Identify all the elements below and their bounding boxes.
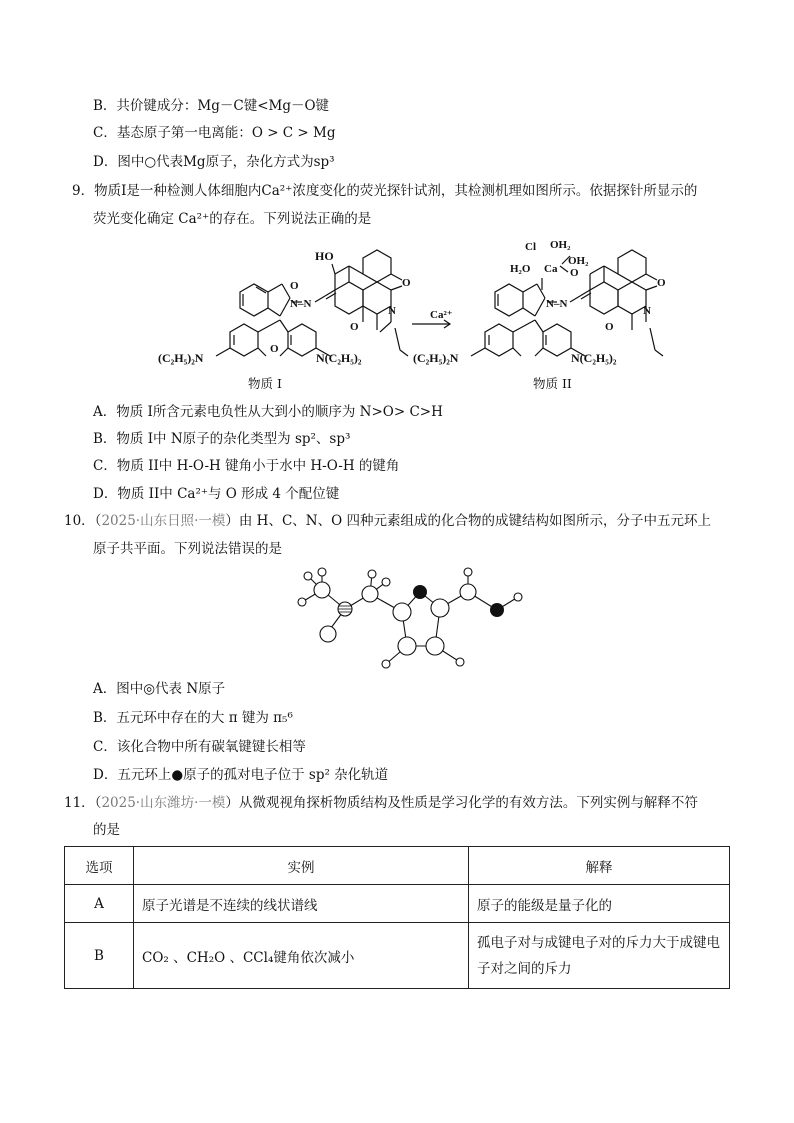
q11-table: [64, 846, 730, 989]
table-header-example: 实例: [134, 847, 469, 885]
table-row: [65, 885, 730, 923]
q9-option-c: C．物质 II中 H-O-H 键角小于水中 H-O-H 的键角: [93, 458, 400, 474]
q9-imide-o-label-3: O: [605, 321, 614, 333]
table-header-row: [65, 847, 730, 885]
q9-cl-label: Cl: [525, 241, 536, 253]
q10-source: 2025·山东日照·一模: [101, 513, 226, 529]
q10-option-c: C．该化合物中所有碳氧键键长相等: [93, 739, 306, 755]
q9-net2-label-1: N(C₂H₅)₂: [316, 351, 362, 365]
q9-oh2-label-1: OH₂: [550, 239, 571, 251]
q9-et2n-label-1: (C₂H₅)₂N: [158, 351, 204, 365]
q9-option-a: A．物质 I所含元素电负性从大到小的顺序为 N>O> C>H: [93, 404, 443, 420]
q11-stem-text: ）从微观视角探析物质结构及性质是学习化学的有效方法。下列实例与解释不符: [225, 795, 698, 811]
q9-h2o-label: H₂O: [510, 263, 531, 275]
q9-stem-line1: 9．物质Ⅰ是一种检测人体细胞内Ca²⁺浓度变化的荧光探针试剂，其检测机理如图所示。依据探针所显示的: [72, 183, 698, 199]
table-header-explanation: 解释: [469, 847, 730, 885]
q11-number: 11．（: [64, 795, 102, 811]
q9-carbonyl-o-label: O: [290, 280, 299, 292]
table-cell-option: A: [65, 885, 134, 923]
q10-number: 10．（: [64, 513, 102, 529]
table-cell-explanation: 原子的能级是量子化的: [469, 885, 730, 923]
q10-option-b: B．五元环中存在的大 π 键为 π₅⁶: [93, 710, 293, 726]
q9-xanthene-o-label: O: [270, 343, 279, 355]
q11-stem-line2: 的是: [93, 822, 120, 838]
q9-ca-label: Ca: [544, 263, 558, 275]
q8-option-b: B．共价键成分：Mg－C键<Mg－O键: [93, 98, 330, 114]
q9-nn-label: N–N: [290, 298, 312, 310]
table-cell-option: B: [65, 923, 134, 989]
q10-stem-line1: [64, 511, 711, 531]
q11-source: 2025·山东潍坊·一模: [101, 795, 226, 811]
q9-net2-label-2: N(C₂H₅)₂: [571, 351, 617, 365]
q9-imide-n-label: N: [388, 305, 396, 317]
q9-option-d: D．物质 II中 Ca²⁺与 O 形成 4 个配位键: [93, 486, 340, 502]
q9-imide-o-label-2: O: [402, 277, 411, 289]
q10-option-d: D．五元环上●原子的孤对电子位于 sp² 杂化轨道: [93, 767, 389, 783]
q10-option-a: A．图中◎代表 N原子: [93, 681, 226, 697]
table-row: [65, 923, 730, 989]
q11-stem-line1: [64, 793, 698, 813]
q10-ball-stick-figure: [290, 562, 530, 674]
q9-imide-o-label-4: O: [657, 277, 666, 289]
q9-option-b: B．物质 I中 N原子的杂化类型为 sp²、sp³: [93, 431, 351, 447]
q8-option-d: D．图中○代表Mg原子，杂化方式为sp³: [93, 154, 335, 170]
q10-stem-line2: 原子共平面。下列说法错误的是: [93, 541, 282, 557]
q9-nn-label-2: N–N: [546, 298, 568, 310]
q9-et2n-label-2: (C₂H₅)₂N: [413, 351, 459, 365]
q9-ho-label: HO: [315, 249, 334, 263]
q9-substance-2-label: 物质 II: [533, 376, 572, 391]
q9-imide-n-label-2: N: [643, 305, 651, 317]
table-cell-example: CO₂ 、CH₂O 、CCl₄键角依次减小: [134, 923, 469, 989]
table-cell-example: 原子光谱是不连续的线状谱线: [134, 885, 469, 923]
q9-oh2-label-2: OH₂: [568, 255, 589, 267]
q8-option-c: C．基态原子第一电离能：O > C > Mg: [93, 125, 336, 141]
q9-arrow-label: Ca²⁺: [430, 309, 453, 321]
table-header-option: 选项: [65, 847, 134, 885]
table-cell-explanation: 孤电子对与成键电子对的斥力大于成键电子对之间的斥力: [469, 923, 730, 989]
q10-stem-text: ）由 H、C、N、O 四种元素组成的化合物的成键结构如图所示，分子中五元环上: [225, 513, 711, 529]
q9-phenoxide-o-label: O: [570, 267, 579, 279]
q9-substance-1-label: 物质 I: [248, 376, 282, 391]
q9-stem-line2: 荧光变化确定 Ca²⁺的存在。下列说法正确的是: [93, 211, 372, 227]
q9-reaction-figure: [150, 232, 670, 397]
q9-imide-o-label-1: O: [350, 321, 359, 333]
